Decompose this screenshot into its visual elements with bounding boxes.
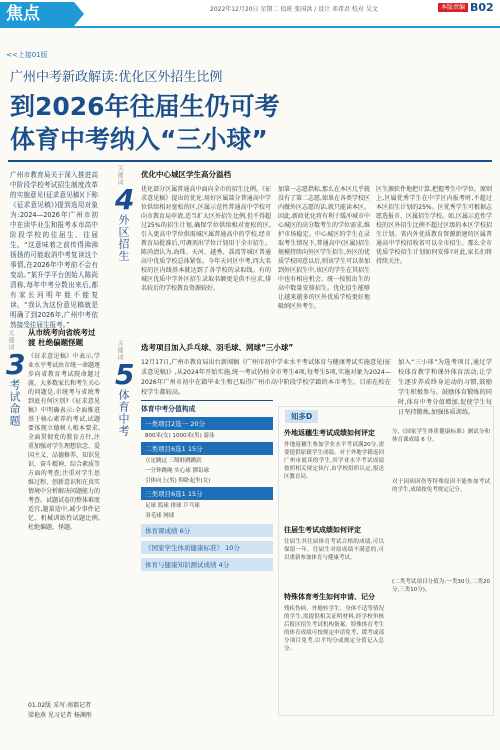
knowledge-col-1	[284, 428, 384, 685]
knowledge-heading-1: 外地返穗生考试成绩如何评定	[284, 429, 375, 437]
keyword-title: 外区招生	[117, 214, 130, 262]
knowledge-heading-3: 特殊体育考生如何申请、记分	[284, 593, 375, 601]
knowledge-right-1: 分,《国家学生体质健康标准》测试分和体育课成绩 6 分。	[392, 429, 490, 443]
table-group-2-head: 二类项目6选1 15分	[141, 442, 273, 455]
knowledge-heading-2: 往届生考试成绩如何评定	[284, 526, 361, 534]
keyword-5-col-2: 加入“三小球”为选考项目,通过学校体育教学和课外体育活动,让学生逐步养成终身运动的习惯,鼓励学生积极参与。鼓励体育锻炼的同时,体育中考分值增加,促使学生每日坚持锻炼,加强体质训练。	[398, 359, 492, 416]
article-kicker: 广州中考新政解读:优化区外招生比例	[10, 70, 223, 85]
keyword-4-col-3: 区生源软件地把计算,把握考生中学位。原则上,区属优秀学生在中学区内报考时,不超过本区招生计划的25%。区优秀学生可根据志愿选报市、区属招生学校。如,区属示范性学校的区外招生比例不超过区级的本区学校招生计划。省内外优质教育资源新建的区属普通高中学校招收省可以全市招生。那么全市优质学校招生计划如何安排?对此,家长们将持续关注。	[376, 186, 492, 265]
edition-badge: 本版责编	[438, 3, 468, 12]
knowledge-col-2	[392, 428, 490, 618]
credit-line-2: 梁艳燕 见习记者 杨渊彤	[28, 712, 92, 719]
keyword-number: 4	[115, 183, 135, 216]
table-group-3-head: 三类项目6选1 15分	[141, 487, 273, 500]
article-headline	[10, 90, 490, 156]
table-pill-knowledge-test: 体育与健康知识测试成绩 4分	[141, 558, 273, 571]
table-row: 立定跳远 三级蛙跳跳跃	[145, 458, 202, 464]
headline-rule	[8, 160, 492, 162]
table-group-1-head: 一类项目2选一 20分	[141, 417, 273, 430]
keyword-4-col-2: 加第一志愿指标,那么在本区几乎就没有了第二志愿,如果在各类学校区内做外区志愿的话,就只能读本区。因此,新政优化将有利于缓冲城市中心城区的高分数考生的学位需求,维护市场稳定。中心城区的学生在录取考生情况下,普通高中(区属)招生规模持续向外区学生招生,外区的优质学校同意以后,则该学生可以参加到外区招生中,该区的学生在其招生中也有相应机会。统一按照出生的高中数量安排招生。优化招生能够让越来越多的区外优质学校更好地吸纳区外考生。	[278, 186, 370, 310]
credit-line-1: 01.02版 采写:南都记者	[28, 702, 92, 709]
section-tag: 焦点	[0, 2, 74, 26]
knowledge-text-2: 往届生其往届体育考试合格的成绩,可以保留一年。往届生对原成绩不满意的,可以重新参加体育与健康考试。	[284, 539, 384, 561]
keyword-5-subhead: 选考项目加入乒乓球、羽毛球、网球“三小球”	[141, 343, 294, 352]
table-row: 一分钟跳绳 实心球 掷铅球	[145, 468, 209, 474]
table-row: 800米(女) 1000米(男) 游泳	[145, 433, 215, 439]
issue-info: 2022年12月20日 星期二 值班 张国洪 / 设计 邓希君 校对 吴文	[210, 6, 378, 13]
keyword-label: 关键词	[7, 330, 14, 351]
keyword-label: 关键词	[116, 165, 123, 186]
knowledge-text-3: 残疾伤病、外地转学生、身体不适等情况的学生,需提供相关证明材料,经学校审核后报区招生考试机构备案。特殊体育考生的体育成绩可按规定申请免考、缓考或部分项目免考,以平均分或规定分值记入总分。	[284, 606, 384, 652]
keyword-3-body: 《征求意见稿》中表示,学业水平考试由市统一命题逐步向省教育考试院命题过渡。大多数家长和考生关心的问题是,市统考与省统考到底有何区别?《征求意见稿》中明确表示:全面推进基于核心素养的考试,试题要体现立德树人根本要求,全面贯彻党的教育方针,注重加强对学生理想信念、爱国主义、品德修养、知识见识、奋斗精神、综合素质等方面的考查;注重对学生思维过程、创新意识和在真实情境中分析解决问题能力的考查。试题试卷的整体难度适宜,题量适中,减少事件记忆、机械训练性试题比例,杜绝偏题、怪题。	[28, 353, 101, 531]
table-pill-pe-class: 体育课成绩 6分	[141, 524, 273, 537]
keyword-4-subhead: 优化中心城区学生高分溢档	[141, 170, 231, 179]
table-row: 羽毛球 网球	[145, 513, 175, 519]
keyword-title: 体育中考	[117, 389, 130, 437]
keyword-number: 5	[115, 358, 135, 391]
knowledge-right-2: 对于因病因伤等特殊原因不能参加考试的学生,成绩按免考规定记分。	[392, 479, 490, 493]
table-pill-fitness-standard: 《国家学生体质健康标准》 10分	[141, 541, 273, 554]
pe-score-table	[141, 400, 273, 575]
keyword-5-col-1: 12月17日,广州市教育局出台新闻稿《广州市初中学业水平考试体育与健康考试实施意见(征求意见稿)》,从2024年开始实施,统一考试仍按全市考生4项,每考生5项,实施对象为2024—2026年广州市初中在籍毕业生和已取得广州市高中阶段学校学籍的本市考生。目前在校在校学生都较高。	[141, 359, 391, 396]
continued-from-label[interactable]: <<上接01版	[6, 51, 48, 59]
keyword-4-col-1: 优化部分区属普通高中面向全市的招生比例。《征求意见稿》提出的优化:用好区属部分普通高中学位供给相对宽松的区,区属示范性普通高中学校可向市教育局申请,适当扩大区外招生比例,但不得超过25%的招生计划,确保学位供给相对宽松的区,引入更高中学位供需城区属普通高中的学校,经市教育局批准后,可调剂出学位计划用于全市招生。陈尚清认为,海珠、天河、越秀、荔湾等城区普通高中优质学校总体紧张。今年天河区中考,四大名校的区内线基本就达到了各学校的录取线。有的城区优质中学外区招生录取名额更是供不应求,排名较后的学校教育资源较好。	[141, 186, 271, 292]
keyword-4-marker	[115, 165, 141, 262]
table-row: 引体向上(男) 仰卧起坐(女)	[145, 478, 211, 484]
knowledge-text-1: 外地返穗生参加学业水平考试满20分,需要提供原籍学生成绩。对于外地学籍返回广州市就读的学生,其学业水平考试成绩按照相关规定执行,由学校组织认定,报送区教育局。	[284, 442, 384, 480]
headline-line-2: 体育中考纳入“三小球”	[10, 125, 268, 154]
keyword-label: 关键词	[116, 340, 123, 361]
knowledge-right-3: (二类考试项目分值为:一类30分,二类20分,三类10分)。	[392, 579, 490, 593]
table-title: 体育中考分值构成	[141, 405, 196, 413]
keyword-number: 3	[6, 348, 26, 381]
article-lede: 广州市教育局关于深入推进高中阶段学校考试招生制度改革的实施意见(征求意见稿)(下称《征求意见稿》)提到选用对象为:2024—2026年广州市初中在读毕业生和报考本市高中阶段学校的往届生、往届生。“这意味着之前传得沸沸扬扬的可能取消中考复读这个事情,在2026年中考前不会有变动。”某升学平台创始人陈尚清称,每年中考分数出来后,都有家长问明年能不能复读。“我认为这份意见稿就是明确了到2026年,广州中考依然接受往届生报考。”	[10, 171, 98, 329]
header-divider	[0, 26, 500, 28]
knowledge-box-title: 知多D	[285, 410, 318, 423]
page-number: B02	[470, 1, 494, 14]
keyword-title: 考试命题	[8, 379, 21, 427]
keyword-3-subhead: 从市统考向省统考过渡 杜绝偏题怪题	[28, 328, 96, 347]
table-row: 足球 篮球 排球 乒乓球	[145, 503, 200, 509]
headline-line-1: 到2026年往届生仍可考	[10, 92, 280, 121]
keyword-5-marker	[115, 340, 141, 437]
